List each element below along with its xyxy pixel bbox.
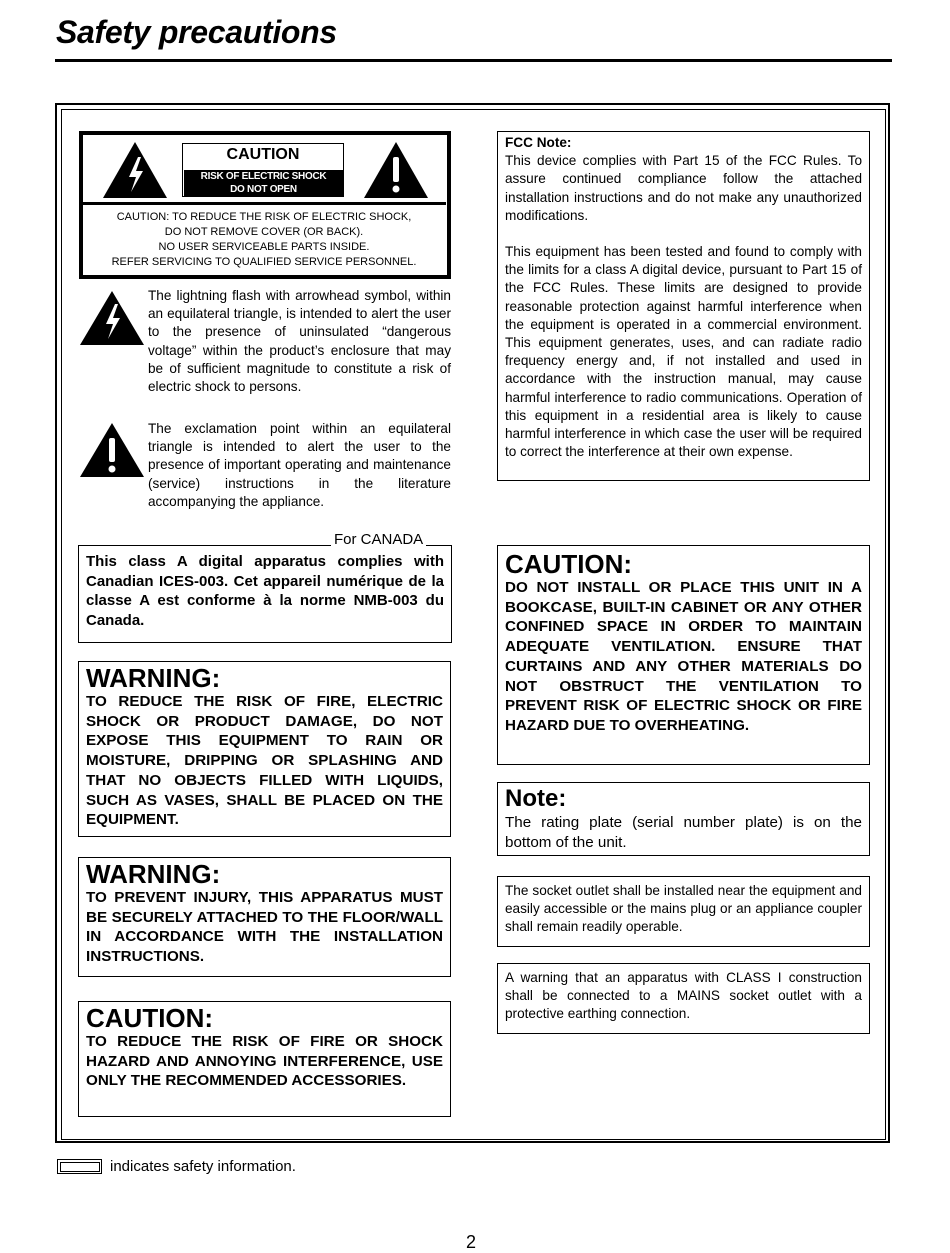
lightning-symbol-icon (79, 290, 145, 346)
exclamation-explanation: The exclamation point within an equilateral triangle is intended to alert the user to the presence of important operating and maintenance (service) instructions in the literature accompanying the appliance. (148, 421, 451, 509)
lightning-explanation: The lightning flash with arrowhead symbol, within an equilateral triangle, is intended to alert the user to the presence of uninsulated “dangerous voltage” within the product’s enclosure that may be of sufficient magnitude to constitute a risk of electric shock to persons. (148, 288, 451, 395)
caution-text-line: NO USER SERVICEABLE PARTS INSIDE. (158, 241, 370, 253)
page-title: Safety precautions (56, 14, 337, 50)
fcc-paragraph-1: This device complies with Part 15 of the FCC Rules. To assure continued compliance follow the attached installation instructions and do not make any unauthorized modifications. (505, 153, 862, 223)
exclamation-symbol-icon (79, 422, 145, 478)
caution-text-line: DO NOT REMOVE COVER (OR BACK). (164, 226, 364, 238)
caution-label-divider (83, 202, 446, 205)
note-body: The rating plate (serial number plate) is on the bottom of the unit. (505, 814, 862, 851)
warning-body: TO PREVENT INJURY, THIS APPARATUS MUST BE SECURELY ATTACHED TO THE FLOOR/WALL IN ACCORDANCE WITH THE INSTALLATION INSTRUCTIONS. (86, 889, 443, 966)
safety-info-symbol-inner (60, 1162, 100, 1172)
note-box (497, 782, 870, 856)
caution-body: TO REDUCE THE RISK OF FIRE OR SHOCK HAZARD AND ANNOYING INTERFERENCE, USE ONLY THE RECOMMENDED ACCESSORIES. (86, 1033, 443, 1090)
socket-outlet-notice: The socket outlet shall be installed near the equipment and easily accessible or the mains plug or an appliance coupler shall remain readily operable. (497, 876, 870, 947)
page-number: 2 (466, 1232, 477, 1252)
caution-text-line: CAUTION: TO REDUCE THE RISK OF ELECTRIC SHOCK, (116, 211, 412, 223)
caution-sub-line1: RISK OF ELECTRIC SHOCK (200, 171, 327, 182)
caution-box-ventilation (497, 545, 870, 765)
caution-sub-line2: DO NOT OPEN (230, 183, 297, 195)
caution-heading: CAUTION: (505, 549, 633, 579)
class-i-notice: A warning that an apparatus with CLASS I construction shall be connected to a MAINS socket outlet with a protective earthing connection. (497, 963, 870, 1034)
caution-body: DO NOT INSTALL OR PLACE THIS UNIT IN A BOOKCASE, BUILT-IN CABINET OR ANY OTHER CONFINED SPACE IN ORDER TO MAINTAIN ADEQUATE VENTILATION. ENSURE THAT CURTAINS AND ANY OTHER MATERIALS DO NOT OBSTRUCT THE VENTILATION TO PREVENT RISK OF ELECTRIC SHOCK OR FIRE HAZARD DUE TO OVERHEATING. (505, 579, 862, 734)
caution-label-text (84, 210, 444, 270)
caution-label-subtitle (184, 170, 343, 197)
caution-box-accessories (78, 1001, 451, 1117)
warning-body: TO REDUCE THE RISK OF FIRE, ELECTRIC SHOCK OR PRODUCT DAMAGE, DO NOT EXPOSE THIS EQUIPMENT TO RAIN OR MOISTURE, DRIPPING OR SPLASHING AND THAT NO OBJECTS FILLED WITH LIQUIDS, SUCH AS VASES, SHALL BE PLACED ON THE EQUIPMENT. (86, 693, 443, 829)
note-heading: Note: (505, 785, 567, 812)
warning-heading: WARNING: (86, 859, 221, 889)
exclamation-triangle-icon (362, 140, 430, 200)
caution-heading: CAUTION: (86, 1003, 214, 1033)
warning-box-fire (78, 661, 451, 837)
fcc-note-box (497, 131, 870, 481)
canada-notice: This class A digital apparatus complies with Canadian ICES-003. Cet appareil numérique de la classe A est conforme à la norme NMB-003 du Canada. (78, 545, 452, 643)
canada-label: For CANADA (331, 531, 426, 548)
caution-label-heading: CAUTION (226, 146, 300, 163)
warning-box-injury (78, 857, 451, 977)
title-rule (55, 59, 892, 62)
warning-heading: WARNING: (86, 663, 221, 693)
lightning-triangle-icon (101, 140, 169, 200)
fcc-heading: FCC Note: (505, 135, 572, 150)
caution-text-line: REFER SERVICING TO QUALIFIED SERVICE PERSONNEL. (111, 256, 417, 268)
fcc-paragraph-2: This equipment has been tested and found to comply with the limits for a class A digital device, pursuant to Part 15 of the FCC Rules. These limits are designed to provide reasonable protection against harmful interference when the equipment is operated in a commercial environment. This equipment generates, uses, and can radiate radio frequency energy and, if not installed and used in accordance with the instruction manual, may cause harmful interference to radio communications. Operation of this equipment in a residential area is likely to cause harmful interference in which case the user will be required to correct the interference at their own expense. (505, 244, 862, 460)
safety-info-legend: indicates safety information. (110, 1158, 296, 1175)
